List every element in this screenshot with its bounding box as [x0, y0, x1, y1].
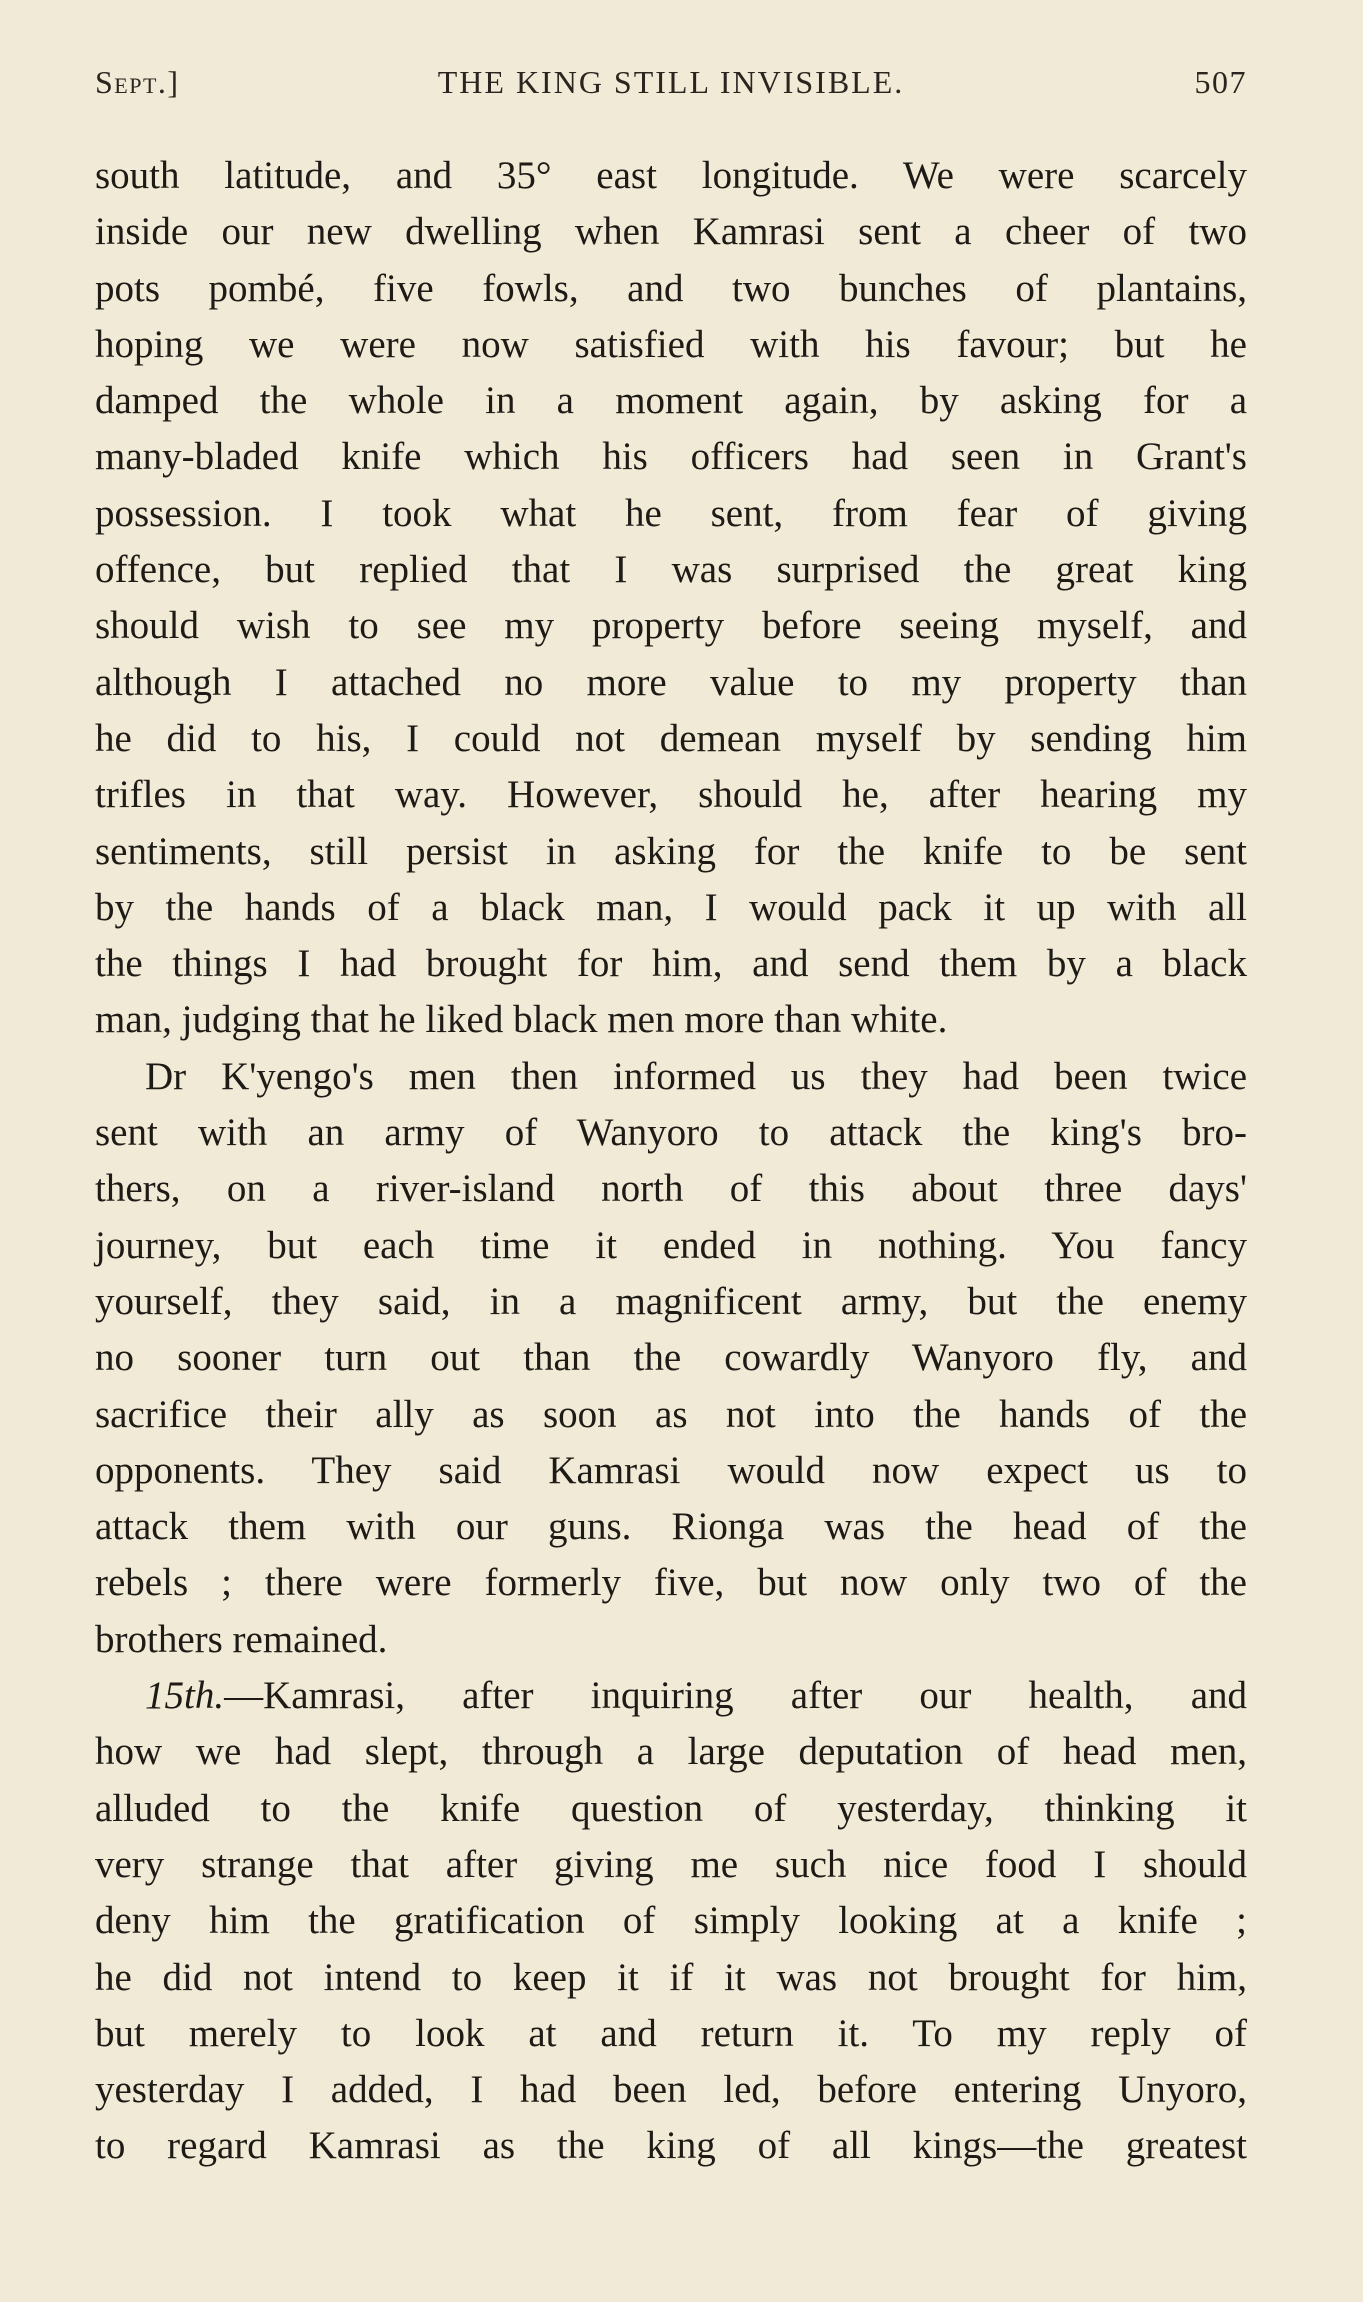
- text-line: by the hands of a black man, I would pack it up with all: [95, 885, 1247, 929]
- text-line: should wish to see my property before seeing myself, and: [95, 604, 1247, 648]
- text-line: alluded to the knife question of yesterday, thinking it: [95, 1786, 1247, 1830]
- text-line: the things I had brought for him, and send them by a black: [95, 942, 1247, 986]
- header-title: THE KING STILL INVISIBLE.: [437, 64, 905, 100]
- text-line: journey, but each time it ended in nothing. You fancy: [95, 1223, 1247, 1267]
- text-line: although I attached no more value to my property than: [95, 660, 1247, 704]
- text-line: pots pombé, five fowls, and two bunches of plantains,: [95, 266, 1247, 310]
- text-line: south latitude, and 35° east longitude. We were scarcely: [95, 154, 1247, 197]
- paragraph-end-line: brothers remained.: [95, 1617, 388, 1661]
- text-line: deny him the gratification of simply looking at a knife ;: [95, 1899, 1247, 1943]
- text-line: trifles in that way. However, should he, after hearing my: [95, 773, 1247, 817]
- text-line: rebels ; there were formerly five, but now only two of the: [95, 1561, 1247, 1605]
- text-line: no sooner turn out than the cowardly Wanyoro fly, and: [95, 1336, 1247, 1380]
- running-header: [95, 64, 1247, 124]
- text-line: damped the whole in a moment again, by asking for a: [95, 379, 1247, 423]
- entry-date: 15th.: [145, 1674, 225, 1718]
- text-line: yourself, they said, in a magnificent army, but the enemy: [95, 1279, 1247, 1323]
- text-line: to regard Kamrasi as the king of all kings—the greatest: [95, 2124, 1247, 2168]
- text-line: many-bladed knife which his officers had seen in Grant's: [95, 435, 1247, 479]
- text-line: how we had slept, through a large deputation of head men,: [95, 1730, 1247, 1774]
- text-line: offence, but replied that I was surprised the great king: [95, 548, 1247, 592]
- paragraph-end-line: man, judging that he liked black men more than white.: [95, 998, 948, 1042]
- text-line: yesterday I added, I had been led, before entering Unyoro,: [95, 2068, 1247, 2112]
- paragraph-start-line: Dr K'yengo's men then informed us they had been twice: [145, 1054, 1247, 1098]
- diary-entry-line: [95, 1668, 1247, 1724]
- text-line: very strange that after giving me such nice food I should: [95, 1842, 1247, 1886]
- text-line: he did not intend to keep it if it was not brought for him,: [95, 1955, 1247, 1999]
- text-line: sacrifice their ally as soon as not into the hands of the: [95, 1392, 1247, 1436]
- text-line: inside our new dwelling when Kamrasi sent a cheer of two: [95, 210, 1247, 254]
- text-line: possession. I took what he sent, from fear of giving: [95, 491, 1247, 535]
- text-line: but merely to look at and return it. To my reply of: [95, 2011, 1247, 2055]
- text-line: sent with an army of Wanyoro to attack the king's bro-: [95, 1111, 1247, 1155]
- entry-text: —Kamrasi, after inquiring after our health, and: [224, 1674, 1247, 1718]
- text-line: he did to his, I could not demean myself by sending him: [95, 716, 1247, 760]
- text-line: sentiments, still persist in asking for the knife to be sent: [95, 829, 1247, 873]
- text-line: attack them with our guns. Rionga was the head of the: [95, 1505, 1247, 1549]
- text-line: hoping we were now satisfied with his favour; but he: [95, 322, 1247, 366]
- header-month: Sept.]: [95, 64, 180, 100]
- text-line: thers, on a river-island north of this about three days': [95, 1167, 1247, 1211]
- body-text: [95, 148, 1247, 2175]
- text-line: opponents. They said Kamrasi would now expect us to: [95, 1448, 1247, 1492]
- page-number: 507: [1194, 64, 1247, 100]
